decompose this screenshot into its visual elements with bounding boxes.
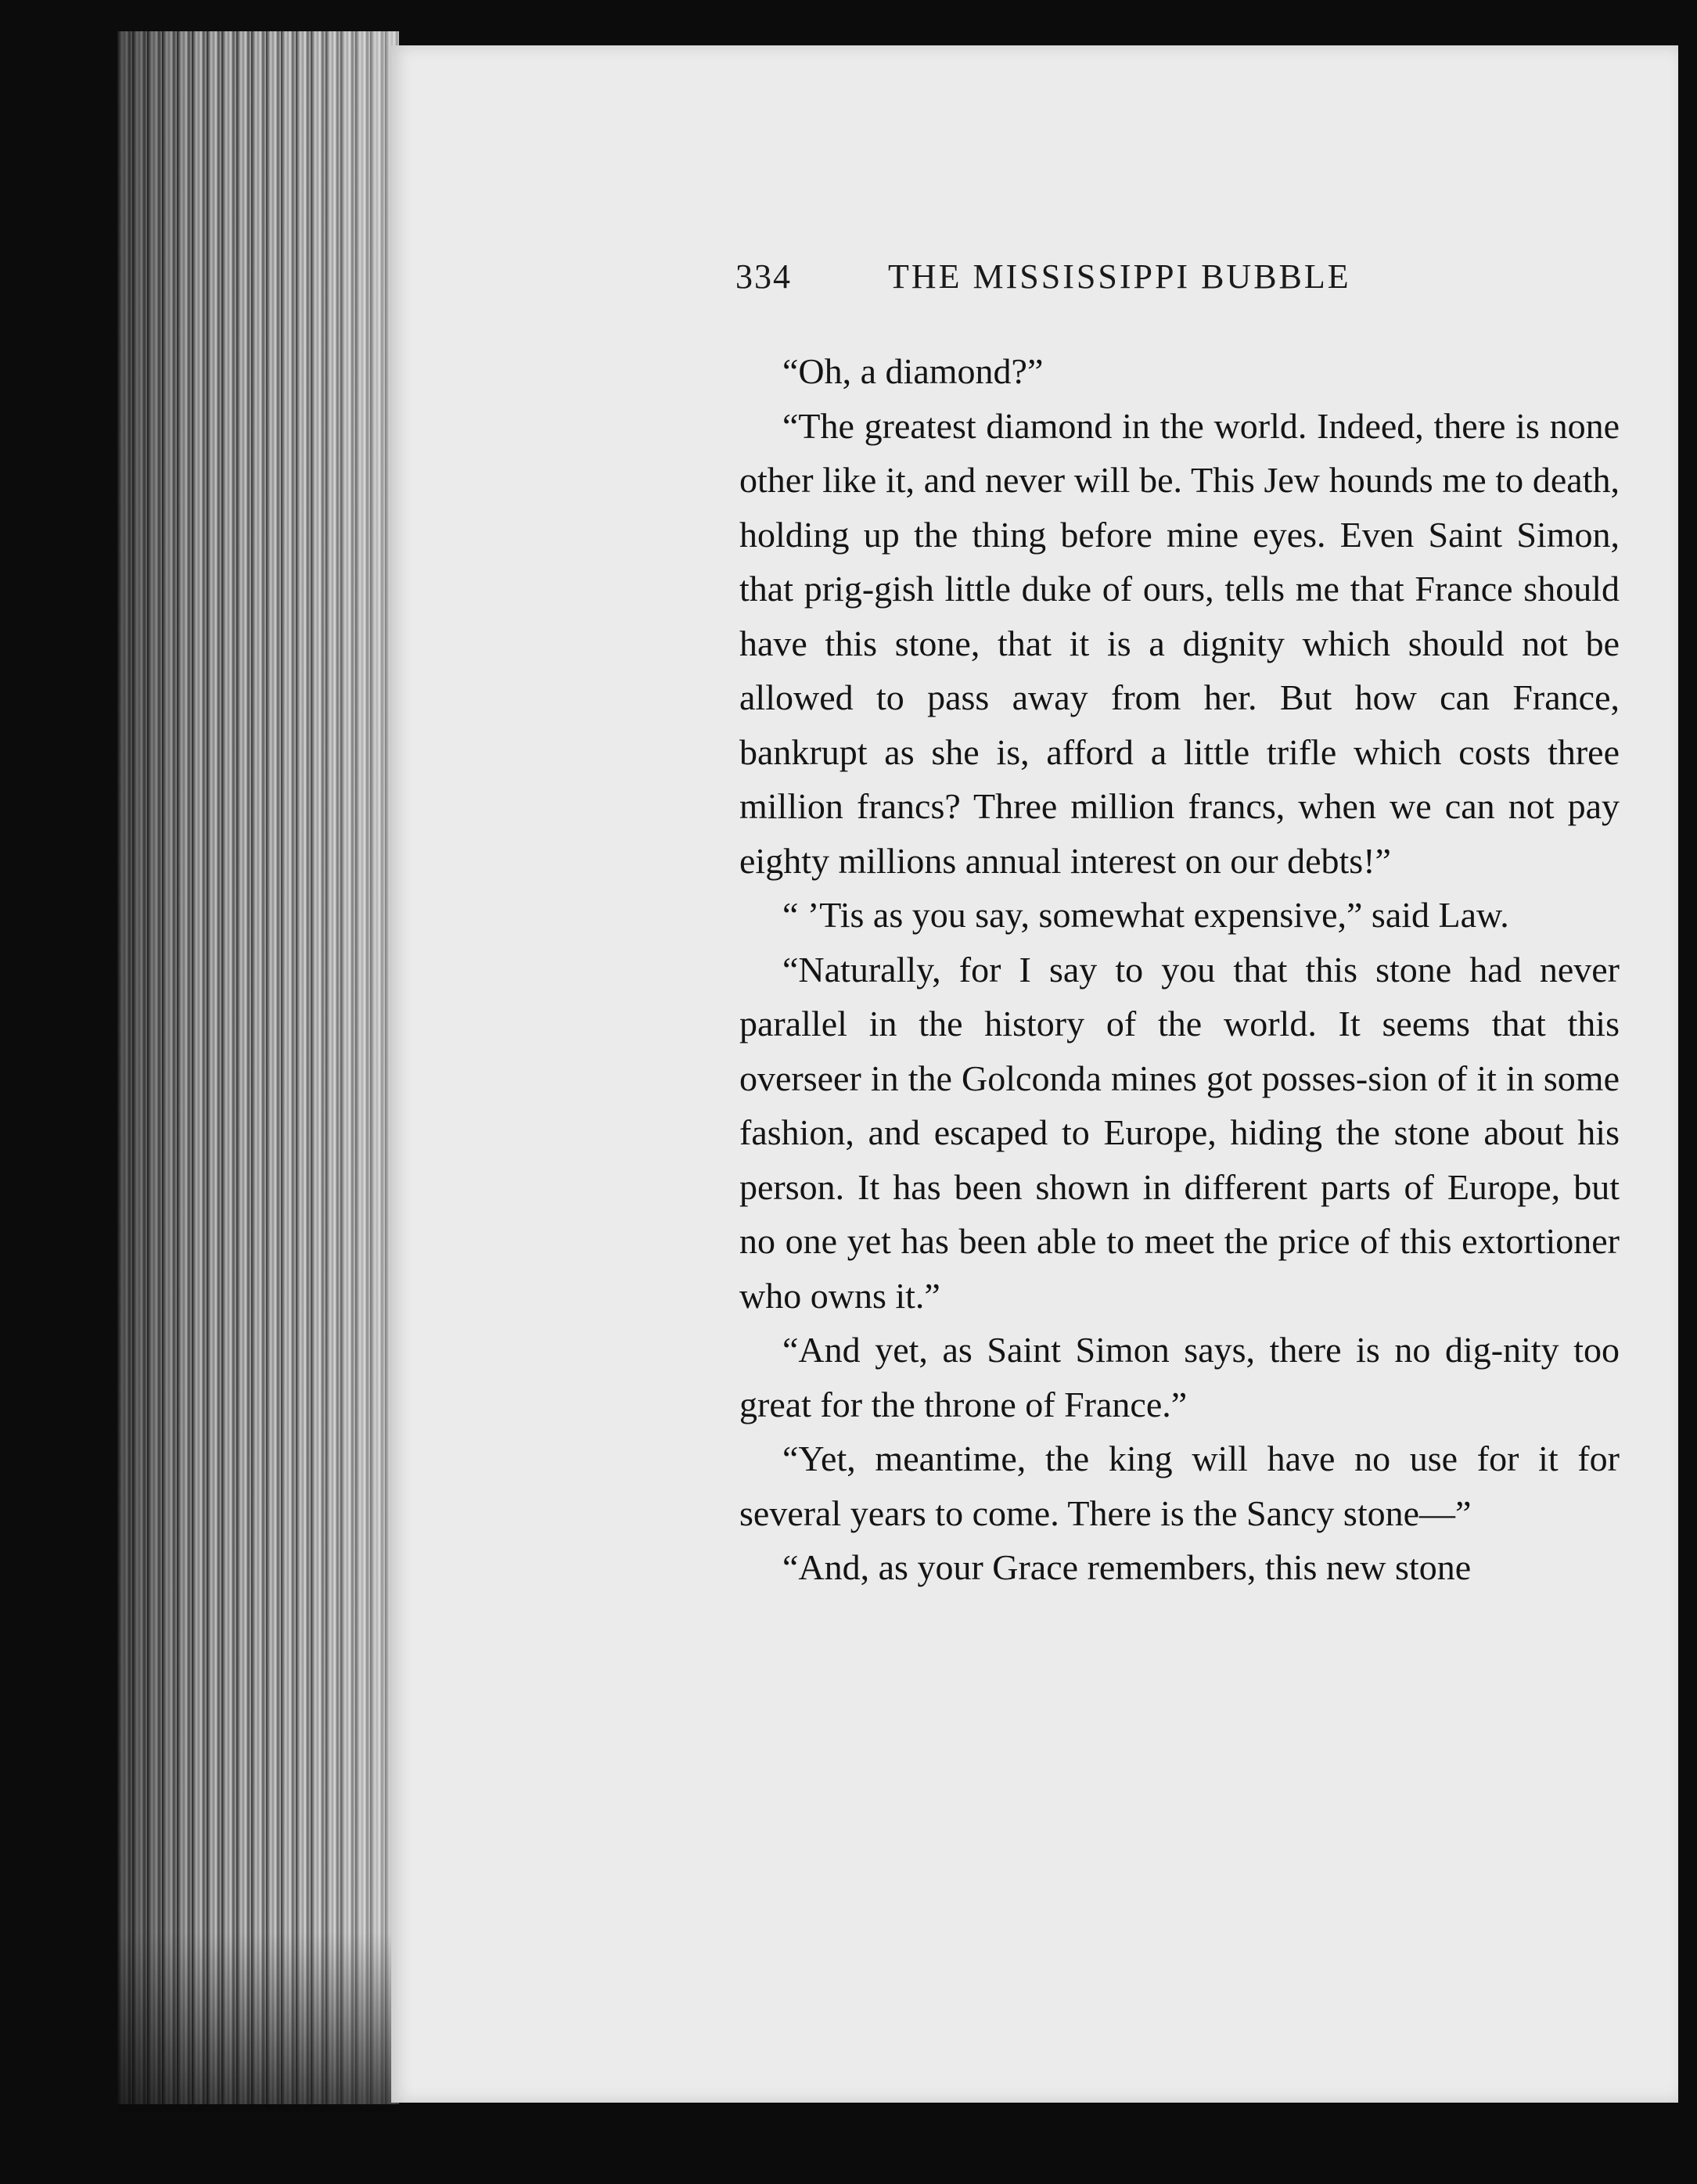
paragraph: “And, as your Grace remembers, this new stone [782, 1547, 1472, 1587]
page-number: 334 [735, 257, 792, 296]
running-title: THE MISSISSIPPI BUBBLE [888, 257, 1351, 296]
paragraph: “Naturally, for I say to you that this stone had never parallel in the history of the world. It seems that this overseer in the Golconda mines got posses-sion of it in some fashion, and escaped to Europe, hiding the stone about his person. It has been shown in different parts of Europe, but no one yet has been able to meet the price of this extortioner who owns it.” [739, 949, 1620, 1316]
page-header [735, 257, 1620, 304]
body-text [739, 344, 1620, 1595]
book-edge-bottom-shadow [117, 1932, 399, 2112]
book-edge-shading [117, 31, 399, 2104]
paragraph: “ ’Tis as you say, somewhat expensive,” said Law. [782, 895, 1509, 935]
paragraph: “Oh, a diamond?” [782, 351, 1044, 391]
paragraph: “The greatest diamond in the world. Indeed, there is none other like it, and never will be. This Jew hounds me to death, holding up the thing before mine eyes. Even Saint Simon, that prig-gish little duke of ours, tells me that France should have this stone, that it is a dignity which should not be allowed to pass away from her. But how can France, bankrupt as she is, afford a little trifle which costs three million francs? Three million francs, when we can not pay eighty millions annual interest on our debts!” [739, 405, 1620, 881]
paragraph: “Yet, meantime, the king will have no use for it for several years to come. There is the Sancy stone—” [739, 1439, 1620, 1533]
paragraph: “And yet, as Saint Simon says, there is no dig-nity too great for the throne of France.” [739, 1330, 1620, 1424]
